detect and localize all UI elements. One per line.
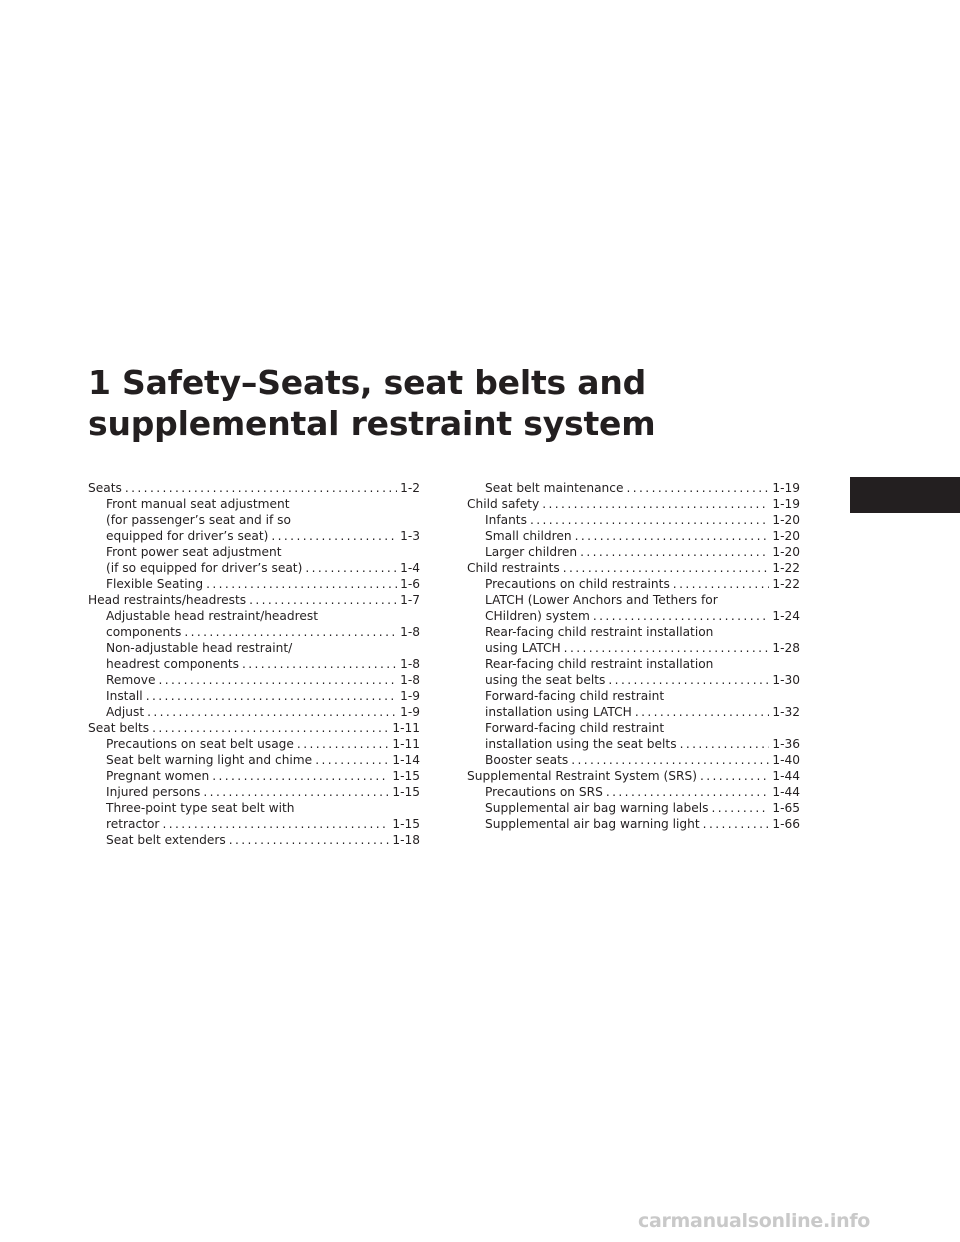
chapter-title [88, 362, 655, 444]
toc-entry-text: Seat belt maintenance [485, 481, 624, 495]
toc-subsection-entry[interactable] [467, 592, 800, 624]
toc-entry-text: equipped for driver’s seat) [106, 529, 269, 543]
toc-dot-leader [271, 528, 397, 544]
toc-subsection-entry[interactable] [467, 784, 800, 800]
toc-entry-text: Supplemental Restraint System (SRS) [467, 769, 697, 783]
chapter-title-line-2: supplemental restraint system [88, 404, 656, 443]
toc-page-number: 1-19 [772, 481, 800, 495]
toc-entry-text: Forward-facing child restraint [485, 689, 665, 703]
toc-page-number: 1-44 [772, 785, 800, 799]
toc-subsection-entry[interactable] [467, 720, 800, 752]
toc-dot-leader [146, 688, 397, 704]
toc-section-entry[interactable] [467, 560, 800, 576]
toc-dot-leader [680, 736, 770, 752]
toc-entry-text: installation using the seat belts [485, 737, 677, 751]
toc-subsection-entry[interactable] [467, 656, 800, 688]
toc-dot-leader [530, 512, 769, 528]
toc-entry-text: Three-point type seat belt with [106, 801, 295, 815]
toc-subsection-entry[interactable] [467, 576, 800, 592]
toc-page-number: 1-8 [400, 673, 420, 687]
toc-page-number: 1-15 [392, 817, 420, 831]
toc-subsection-entry[interactable] [88, 688, 420, 704]
toc-subsection-entry[interactable] [88, 640, 420, 672]
toc-subsection-entry[interactable] [467, 480, 800, 496]
toc-dot-leader [249, 592, 397, 608]
toc-entry-text: Front manual seat adjustment [106, 497, 290, 511]
toc-subsection-entry[interactable] [88, 784, 420, 800]
toc-entry-text: Child safety [467, 497, 540, 511]
toc-page-number: 1-66 [772, 817, 800, 831]
toc-dot-leader [703, 816, 770, 832]
toc-page-number: 1-20 [772, 529, 800, 543]
chapter-thumb-tab [850, 477, 960, 513]
toc-entry-text: Small children [485, 529, 572, 543]
toc-entry-text: Remove [106, 673, 156, 687]
toc-subsection-entry[interactable] [88, 704, 420, 720]
toc-page-number: 1-30 [772, 673, 800, 687]
toc-entry-text: Forward-facing child restraint [485, 721, 665, 735]
toc-page-number: 1-3 [400, 529, 420, 543]
toc-subsection-entry[interactable] [467, 528, 800, 544]
toc-page-number: 1-20 [772, 513, 800, 527]
toc-entry-text: Adjust [106, 705, 145, 719]
toc-right-column [467, 480, 800, 832]
toc-subsection-entry[interactable] [467, 512, 800, 528]
toc-page-number: 1-9 [400, 705, 420, 719]
toc-entry-text: Supplemental air bag warning light [485, 817, 700, 831]
toc-entry-text: Install [106, 689, 143, 703]
toc-dot-leader [700, 768, 769, 784]
toc-section-entry[interactable] [88, 592, 420, 608]
toc-dot-leader [608, 672, 769, 688]
toc-dot-leader [575, 528, 770, 544]
toc-entry-text: Infants [485, 513, 527, 527]
toc-entry-text: Injured persons [106, 785, 201, 799]
toc-page-number: 1-8 [400, 657, 420, 671]
toc-subsection-entry[interactable] [88, 672, 420, 688]
toc-entry-text: Seat belt extenders [106, 833, 226, 847]
toc-entry-text: using the seat belts [485, 673, 606, 687]
toc-section-entry[interactable] [467, 768, 800, 784]
toc-entry-text: Precautions on SRS [485, 785, 603, 799]
toc-subsection-entry[interactable] [467, 752, 800, 768]
toc-entry-text: Seat belts [88, 721, 150, 735]
toc-page-number: 1-9 [400, 689, 420, 703]
toc-subsection-entry[interactable] [467, 816, 800, 832]
toc-page-number: 1-18 [392, 833, 420, 847]
toc-left-column [88, 480, 420, 848]
toc-dot-leader [626, 480, 769, 496]
toc-page-number: 1-6 [400, 577, 420, 591]
toc-page-number: 1-15 [392, 769, 420, 783]
toc-dot-leader [606, 784, 769, 800]
toc-subsection-entry[interactable] [88, 576, 420, 592]
toc-entry-text: CHildren) system [485, 609, 590, 623]
toc-subsection-entry[interactable] [467, 688, 800, 720]
toc-entry-text: installation using LATCH [485, 705, 632, 719]
toc-entry-text: components [106, 625, 182, 639]
toc-dot-leader [673, 576, 770, 592]
toc-page-number: 1-14 [392, 753, 420, 767]
toc-dot-leader [563, 560, 770, 576]
toc-subsection-entry[interactable] [88, 608, 420, 640]
toc-entry-text: Child restraints [467, 561, 560, 575]
toc-page-number: 1-20 [772, 545, 800, 559]
toc-page-number: 1-36 [772, 737, 800, 751]
toc-page-number: 1-22 [772, 577, 800, 591]
toc-dot-leader [580, 544, 769, 560]
toc-dot-leader [158, 672, 397, 688]
toc-entry-text: Supplemental air bag warning labels [485, 801, 709, 815]
toc-entry-text: retractor [106, 817, 160, 831]
toc-dot-leader [212, 768, 389, 784]
toc-entry-text: using LATCH [485, 641, 561, 655]
watermark: carmanualsonline.info [638, 1210, 871, 1232]
toc-subsection-entry[interactable] [88, 768, 420, 784]
toc-subsection-entry[interactable] [88, 832, 420, 848]
toc-entry-text: Larger children [485, 545, 578, 559]
toc-subsection-entry[interactable] [467, 800, 800, 816]
toc-page-number: 1-65 [772, 801, 800, 815]
toc-entry-text: Rear-facing child restraint installation [485, 657, 714, 671]
toc-entry-text: Seat belt warning light and chime [106, 753, 313, 767]
toc-page-number: 1-4 [400, 561, 420, 575]
toc-dot-leader [635, 704, 770, 720]
toc-section-entry[interactable] [88, 480, 420, 496]
toc-page-number: 1-28 [772, 641, 800, 655]
toc-subsection-entry[interactable] [467, 624, 800, 656]
toc-page-number: 1-19 [772, 497, 800, 511]
toc-entry-text: Booster seats [485, 753, 569, 767]
toc-entry-text: Adjustable head restraint/headrest [106, 609, 319, 623]
toc-dot-leader [206, 576, 397, 592]
toc-entry-text: Non-adjustable head restraint/ [106, 641, 293, 655]
toc-entry-text: LATCH (Lower Anchors and Tethers for [485, 593, 718, 607]
toc-subsection-entry[interactable] [88, 752, 420, 768]
toc-entry-text: Seats [88, 481, 122, 495]
toc-entry-text: Precautions on child restraints [485, 577, 670, 591]
toc-page-number: 1-7 [400, 593, 420, 607]
toc-dot-leader [315, 752, 389, 768]
toc-page-number: 1-24 [772, 609, 800, 623]
toc-entry-text: Flexible Seating [106, 577, 204, 591]
toc-dot-leader [593, 608, 769, 624]
toc-entry-text: (if so equipped for driver’s seat) [106, 561, 303, 575]
toc-dot-leader [564, 640, 770, 656]
toc-dot-leader [571, 752, 769, 768]
toc-entry-text: Rear-facing child restraint installation [485, 625, 714, 639]
toc-dot-leader [162, 816, 389, 832]
toc-page-number: 1-40 [772, 753, 800, 767]
toc-page-number: 1-22 [772, 561, 800, 575]
toc-subsection-entry[interactable] [88, 496, 420, 544]
toc-entry-text: (for passenger’s seat and if so [106, 513, 291, 527]
toc-dot-leader [229, 832, 390, 848]
toc-page-number: 1-2 [400, 481, 420, 495]
toc-page-number: 1-11 [392, 737, 420, 751]
chapter-title-line-1: 1 Safety–Seats, seat belts and [88, 363, 647, 402]
toc-section-entry[interactable] [467, 496, 800, 512]
toc-dot-leader [711, 800, 769, 816]
toc-page-number: 1-44 [772, 769, 800, 783]
toc-page-number: 1-32 [772, 705, 800, 719]
toc-section-entry[interactable] [88, 720, 420, 736]
toc-subsection-entry[interactable] [88, 544, 420, 576]
toc-dot-leader [203, 784, 389, 800]
toc-dot-leader [125, 480, 397, 496]
toc-entry-text: Pregnant women [106, 769, 210, 783]
toc-entry-text: headrest components [106, 657, 239, 671]
toc-dot-leader [242, 656, 397, 672]
toc-entry-text: Front power seat adjustment [106, 545, 282, 559]
toc-entry-text: Precautions on seat belt usage [106, 737, 294, 751]
toc-page-number: 1-15 [392, 785, 420, 799]
toc-subsection-entry[interactable] [467, 544, 800, 560]
toc-dot-leader [305, 560, 397, 576]
toc-page-number: 1-8 [400, 625, 420, 639]
toc-dot-leader [184, 624, 397, 640]
toc-dot-leader [297, 736, 389, 752]
toc-page-number: 1-11 [392, 721, 420, 735]
toc-subsection-entry[interactable] [88, 736, 420, 752]
toc-entry-text: Head restraints/headrests [88, 593, 247, 607]
toc-dot-leader [542, 496, 769, 512]
toc-dot-leader [152, 720, 389, 736]
toc-dot-leader [147, 704, 397, 720]
toc-subsection-entry[interactable] [88, 800, 420, 832]
